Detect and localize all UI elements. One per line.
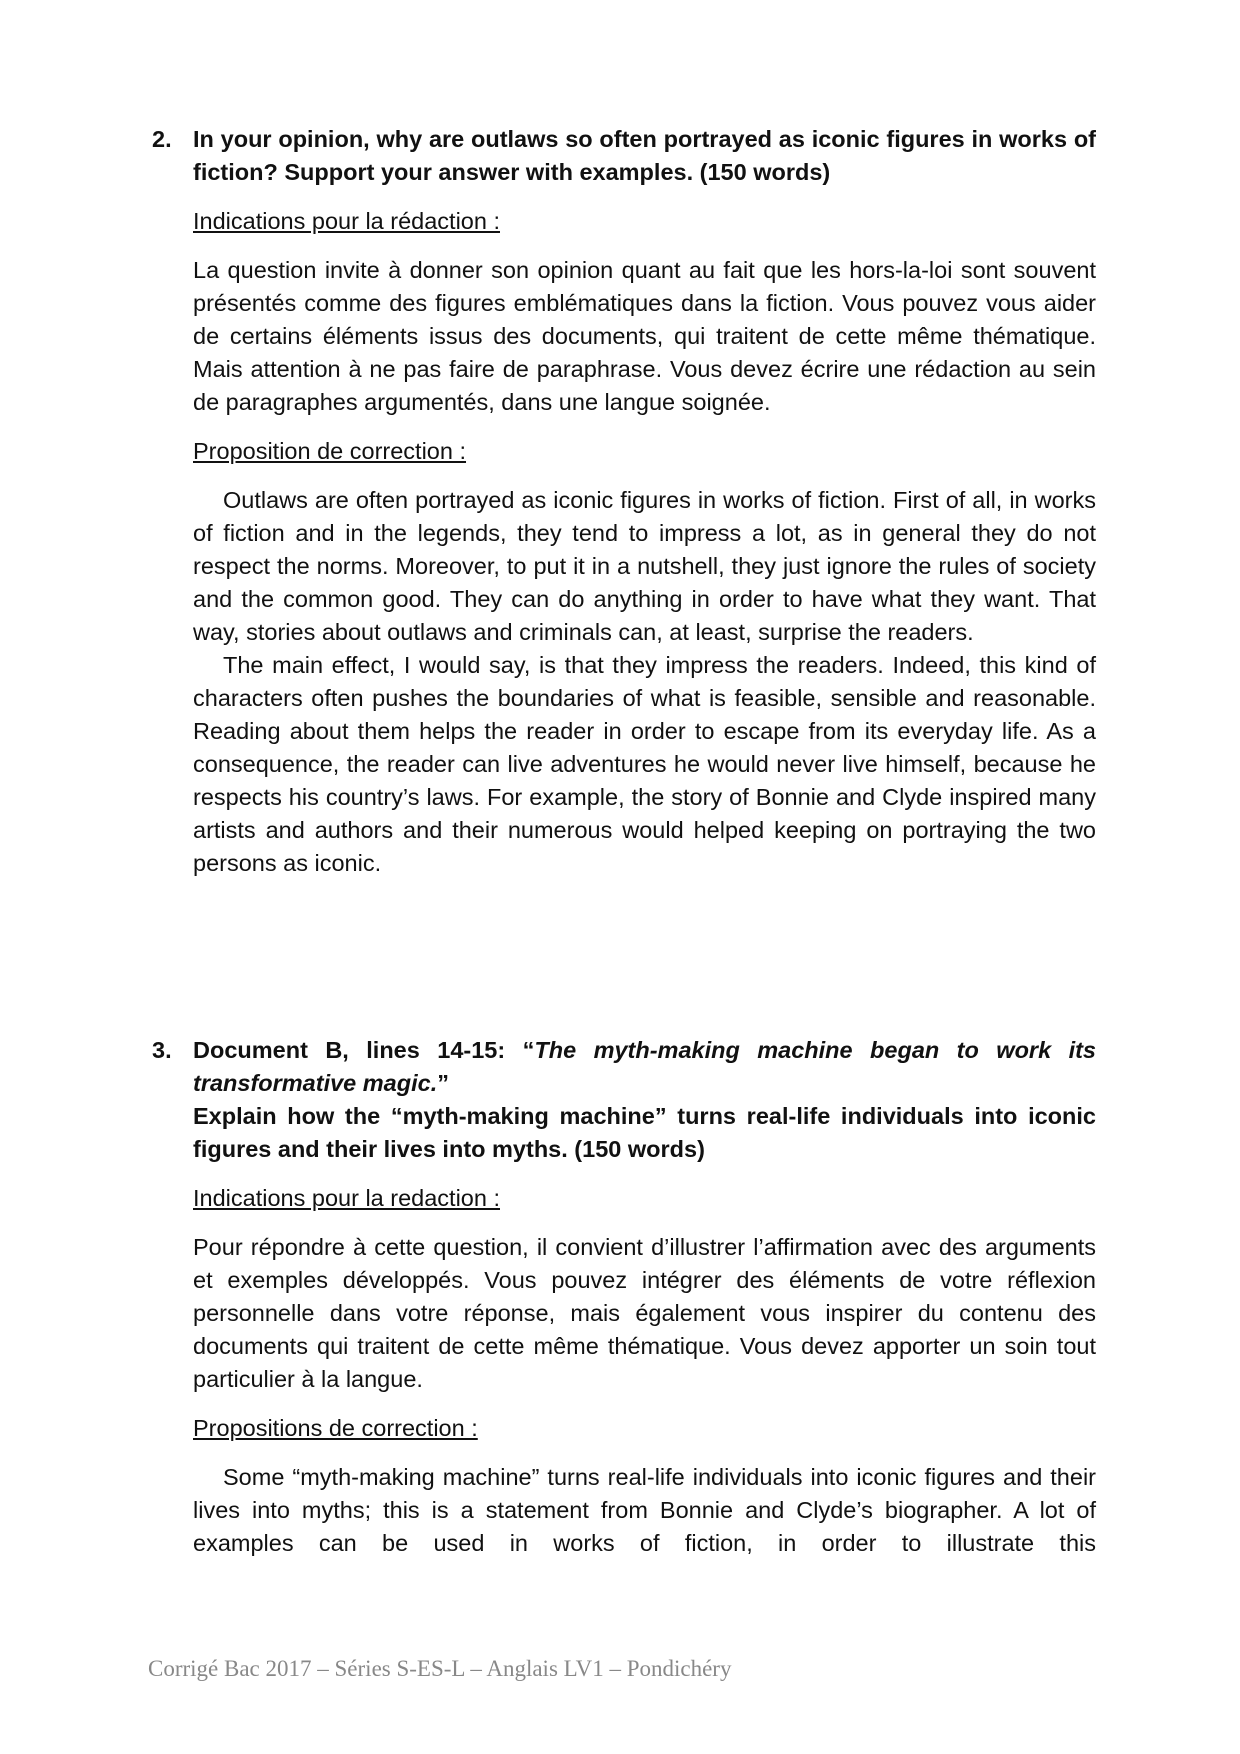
question-3 (152, 1034, 1096, 1560)
question-3-header (152, 1034, 1096, 1166)
indications-text: Pour répondre à cette question, il convient d’illustrer l’affirmation avec des arguments et exemples développés. Vous pouvez intégrer des éléments de votre réflexion personnelle dans votre réponse, mais également vous inspirer du contenu des documents qui traitent de cette même thématique. Vous devez apporter un soin tout particulier à la langue. (193, 1234, 1096, 1392)
correction-heading: Propositions de correction : (193, 1415, 478, 1441)
correction-paragraph: The main effect, I would say, is that they impress the readers. Indeed, this kind of characters often pushes the boundaries of what is feasible, sensible and reasonable. Reading about them helps the reader in order to escape from its everyday life. As a consequence, the reader can live adventures he would never live himself, because he respects his country’s laws. For example, the story of Bonnie and Clyde inspired many artists and authors and their numerous would helped keeping on portraying the two persons as iconic. (193, 652, 1096, 876)
question-number: 2. (152, 126, 172, 152)
question-3-body (193, 1182, 1096, 1560)
question-title: Document B, lines 14-15: “The myth-making machine began to work its transformative magic.” Explain how the “myth-making machine” turns real-life individuals into iconic figures and their lives into myths. (150 words) (193, 1037, 1096, 1162)
indications-text: La question invite à donner son opinion quant au fait que les hors-la-loi sont souvent présentés comme des figures emblématiques dans la fiction. Vous pouvez vous aider de certains éléments issus des documents, qui traitent de cette même thématique. Mais attention à ne pas faire de paraphrase. Vous devez écrire une rédaction au sein de paragraphes argumentés, dans une langue soignée. (193, 257, 1096, 415)
question-2-header (152, 123, 1096, 189)
question-2-body (193, 205, 1096, 880)
page-footer: Corrigé Bac 2017 – Séries S-ES-L – Anglais LV1 – Pondichéry (148, 1656, 732, 1681)
question-number: 3. (152, 1037, 172, 1063)
quoted-excerpt: The myth-making machine began to work its transformative magic. (193, 1037, 1096, 1096)
correction-heading: Proposition de correction : (193, 438, 467, 464)
indications-heading: Indications pour la redaction : (193, 1185, 500, 1211)
question-2 (152, 123, 1096, 880)
indications-heading: Indications pour la rédaction : (193, 208, 500, 234)
correction-paragraph: Some “myth-making machine” turns real-life individuals into iconic figures and their lives into myths; this is a statement from Bonnie and Clyde’s biographer. A lot of examples can be used in works of fiction, in order to illustrate this (193, 1464, 1096, 1556)
question-title: In your opinion, why are outlaws so often portrayed as iconic figures in works of fiction? Support your answer with examples. (150 words) (193, 126, 1096, 185)
correction-paragraph: Outlaws are often portrayed as iconic figures in works of fiction. First of all, in works of fiction and in the legends, they tend to impress a lot, as in general they do not respect the norms. Moreover, to put it in a nutshell, they just ignore the rules of society and the common good. They can do anything in order to have what they want. That way, stories about outlaws and criminals can, at least, surprise the readers. (193, 487, 1096, 645)
